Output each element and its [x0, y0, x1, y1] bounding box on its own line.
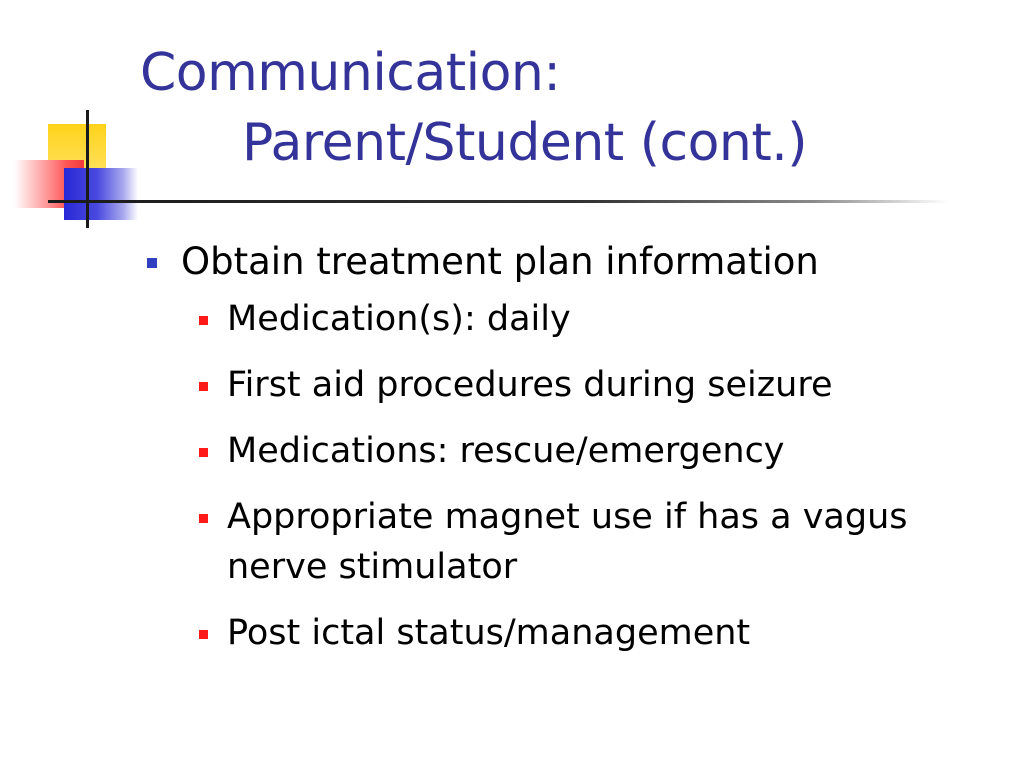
sub-bullet — [193, 426, 975, 476]
sub-bullet-list — [145, 294, 975, 658]
sub-bullet-text: First aid procedures during seizure — [227, 365, 833, 405]
title-line-1: Communication: — [140, 43, 561, 103]
main-bullet — [145, 236, 975, 288]
sub-bullet-text: Medications: rescue/emergency — [227, 431, 785, 471]
square-bullet-icon — [199, 382, 208, 391]
slide-title — [140, 38, 807, 178]
square-bullet-icon — [199, 630, 208, 639]
square-bullet-icon — [199, 514, 208, 523]
sub-bullet — [193, 294, 975, 344]
sub-bullet-text: Appropriate magnet use if has a vagus nerve stimulator — [227, 497, 908, 587]
main-bullet-text: Obtain treatment plan information — [181, 240, 819, 283]
title-underline-rule — [48, 200, 948, 203]
sub-bullet — [193, 608, 975, 658]
sub-bullet-text: Post ictal status/management — [227, 613, 751, 653]
sub-bullet-text: Medication(s): daily — [227, 299, 571, 339]
sub-bullet — [193, 360, 975, 410]
vertical-rule — [86, 110, 89, 228]
sub-bullet — [193, 492, 975, 592]
square-bullet-icon — [199, 316, 208, 325]
square-bullet-icon — [199, 448, 208, 457]
square-bullet-icon — [147, 258, 157, 268]
decorative-logo — [0, 0, 150, 240]
slide-body — [145, 236, 975, 674]
title-line-2: Parent/Student (cont.) — [242, 113, 808, 173]
blue-square-graphic — [64, 168, 138, 220]
